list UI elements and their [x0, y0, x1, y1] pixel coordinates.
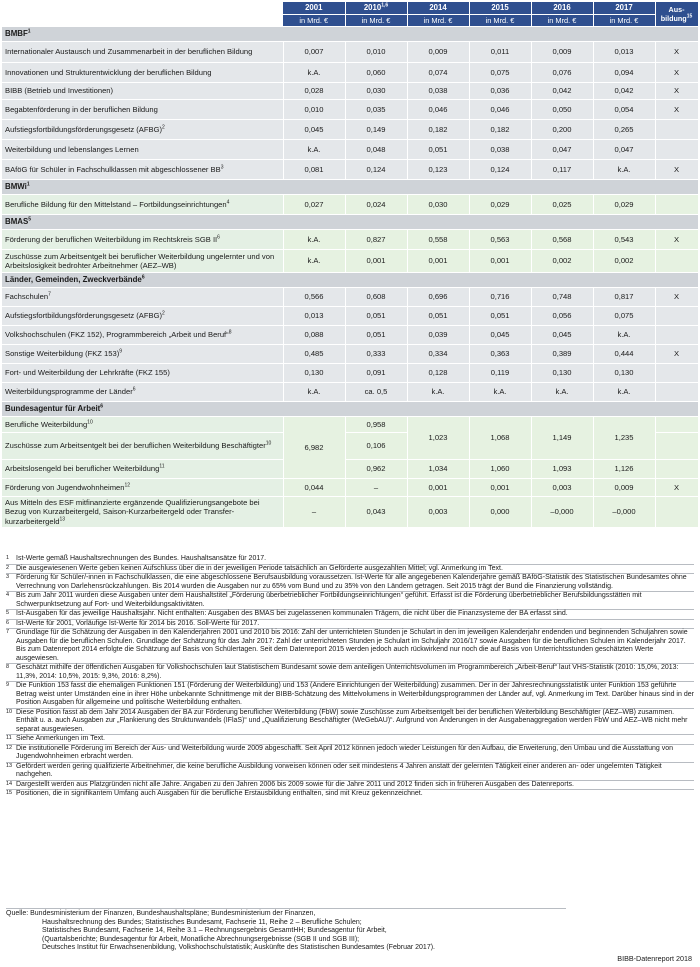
table-cell: 0,333: [345, 345, 407, 364]
source-citation: [6, 908, 566, 953]
ausbildung-mark: X: [655, 160, 698, 180]
footnote: 3 Förderung für Schüler/-innen in Fachschulklassen, die eine abgeschlossene Berufsausbildung voraussetzen. Ist-Werte für alle angegebenen Kalenderjahre gemäß BAföG-Statistik des Statistischen Bundesamtes ohne Verrechnung von Darlehensrückzahlungen. Bis 2014 wurden die Ausgaben nur zu 65% vom Bund und zu 35% von den Ländern getragen. Seit 2015 trägt der Bund die Finanzierung vollständig.: [6, 573, 694, 591]
unit-label: in Mrd. €: [531, 15, 593, 27]
footnote: 14 Dargestellt werden aus Platzgründen nicht alle Jahre. Angaben zu den Jahren 2006 bis 2009 sowie für die Jahre 2011 und 2012 finden sich in früheren Ausgaben des Datenreports.: [6, 780, 694, 790]
ausbildung-mark: [655, 417, 698, 433]
table-cell: 0,042: [531, 83, 593, 100]
unit-label: in Mrd. €: [345, 15, 407, 27]
ausbildung-mark: X: [655, 100, 698, 120]
year-header: 2016: [531, 2, 593, 15]
row-label: Weiterbildung und lebenslanges Lernen: [2, 140, 283, 160]
source-line: Quelle: Bundesministerium der Finanzen, Bundeshaushaltspläne; Bundesministerium der Finanzen,: [6, 910, 316, 917]
ausbildung-mark: X: [655, 83, 698, 100]
table-cell: 0,051: [469, 307, 531, 326]
expenditure-table: [2, 2, 699, 528]
row-label: Fort- und Weiterbildung der Lehrkräfte (FKZ 155): [2, 364, 283, 383]
table-row: [2, 460, 698, 479]
ausbildung-mark: [655, 364, 698, 383]
table-cell: 0,128: [407, 364, 469, 383]
footnotes: [6, 555, 694, 799]
table-cell: 0,485: [283, 345, 345, 364]
table-cell: 1,068: [469, 417, 531, 460]
table-row: [2, 497, 698, 528]
table-row: [2, 42, 698, 63]
table-cell: 0,130: [531, 364, 593, 383]
ausbildung-mark: [655, 195, 698, 215]
table-cell: 0,444: [593, 345, 655, 364]
table-cell: k.A.: [593, 160, 655, 180]
ausbildung-mark: [655, 307, 698, 326]
table-cell: 0,123: [407, 160, 469, 180]
table-cell: 0,024: [345, 195, 407, 215]
table-row: [2, 160, 698, 180]
source-line: Statistisches Bundesamt, Fachserie 14, Reihe 3.1 – Rechnungsergebnis GesamtHH; Bundesagentur für Arbeit,: [42, 927, 387, 934]
table-cell: k.A.: [283, 63, 345, 83]
table-cell: 0,028: [283, 83, 345, 100]
row-label: Förderung von Jugendwohnheimen$^{12}$: [2, 479, 283, 497]
row-label: Zuschüsse zum Arbeitsentgelt bei beruflicher Weiterbildung ungelernter und von Arbeitslosigkeit bedrohter Arbeitnehmer (AEZ–WB): [2, 250, 283, 273]
unit-header-row: [2, 15, 698, 27]
table-row: [2, 307, 698, 326]
table-cell: 0,000: [469, 497, 531, 528]
table-cell: 0,001: [407, 479, 469, 497]
table-cell: –: [283, 497, 345, 528]
table-cell: 0,817: [593, 288, 655, 307]
table-cell: 0,013: [283, 307, 345, 326]
table-cell: 0,334: [407, 345, 469, 364]
ausbildung-mark: [655, 383, 698, 402]
table-cell: 0,265: [593, 120, 655, 140]
table-row: [2, 120, 698, 140]
table-cell: 0,200: [531, 120, 593, 140]
table-cell: 0,029: [593, 195, 655, 215]
table-cell: 0,117: [531, 160, 593, 180]
section-header: Länder, Gemeinden, Zweckverbände$^6$: [2, 273, 698, 288]
table-row: [2, 100, 698, 120]
table-cell: 0,074: [407, 63, 469, 83]
table-row: [2, 140, 698, 160]
table-cell: 0,003: [407, 497, 469, 528]
table-cell: –0,000: [531, 497, 593, 528]
row-label: Sonstige Weiterbildung (FKZ 153)$^9$: [2, 345, 283, 364]
table-cell: 0,182: [469, 120, 531, 140]
table-cell: 0,566: [283, 288, 345, 307]
section-title: Länder, Gemeinden, Zweckverbände: [5, 275, 142, 285]
footnote: 10 Diese Position fasst ab dem Jahr 2014 Ausgaben der BA zur Förderung beruflicher Weiterbildung (FbW) sowie Zuschüsse zum Arbeitsentgelt bei der beruflichen Weiterbildung Beschäftigter (AEZ–WB) zusammen. Enthält u. a. auch Ausgaben zur „Flankierung des Strukturwandels (IFlaS)“ und „Qualifizierung Beschäftigter (WeGebAU)“. Aufgrund von Änderungen in der Ausgabenaggregation werden FbW und AEZ–WB nicht mehr separat ausgewiesen.: [6, 708, 694, 735]
table-cell: –0,000: [593, 497, 655, 528]
table-cell: 0,038: [407, 83, 469, 100]
table-cell: 0,009: [407, 42, 469, 63]
row-label: Berufliche Weiterbildung$^{10}$: [2, 417, 283, 433]
ausbildung-mark: [655, 250, 698, 273]
table-cell: 0,130: [283, 364, 345, 383]
row-label: Berufliche Bildung für den Mittelstand – Fortbildungseinrichtungen$^4$: [2, 195, 283, 215]
footnote: 8 Geschätzt mithilfe der öffentlichen Ausgaben für Volkshochschulen laut Statistischem Bundesamt sowie dem anteiligen Unterrichtsvolumen im Programmbereich „Arbeit-Beruf“ laut VHS-Statistik (2010: 15,0%, 2013: 11,3%, 2014: 10,5%, 2015: 9,3%, 2016: 8,2%).: [6, 663, 694, 681]
table-cell: 0,119: [469, 364, 531, 383]
footnote: 2 Die ausgewiesenen Werte geben keinen Aufschluss über die in der jeweiligen Periode tatsächlich an Geförderte ausgezahlten Mittel; vgl. Anmerkung im Text.: [6, 564, 694, 574]
table-row: [2, 345, 698, 364]
table-cell: 0,030: [345, 83, 407, 100]
table-cell: 0,045: [283, 120, 345, 140]
section-header: BMAS$^5$: [2, 215, 698, 230]
source-line: Haushaltsrechnung des Bundes; Statistisches Bundesamt, Fachserie 11, Reihe 2 – Berufliche Schulen;: [42, 918, 362, 926]
table-cell: 0,001: [469, 250, 531, 273]
table-cell: 0,003: [531, 479, 593, 497]
table-cell: 0,056: [531, 307, 593, 326]
table-cell: 0,001: [407, 250, 469, 273]
table-row: [2, 364, 698, 383]
footnote: 4 Bis zum Jahr 2011 wurden diese Ausgaben unter dem Haushaltstitel „Förderung überbetrieblicher Fortbildungseinrichtungen“ geführt. Erfasst ist die Förderung überbetrieblicher Berufsbildungsstätten mit Schwerpunktsetzung auf Fort- und Weiterbildungsaktivitäten.: [6, 591, 694, 609]
table-row: [2, 479, 698, 497]
table-cell: 0,025: [531, 195, 593, 215]
unit-label: in Mrd. €: [283, 15, 345, 27]
table-cell: 0,046: [407, 100, 469, 120]
table-cell: 0,001: [345, 250, 407, 273]
table-cell: 0,001: [469, 479, 531, 497]
table-cell: 0,081: [283, 160, 345, 180]
footnote: 11 Siehe Anmerkungen im Text.: [6, 734, 694, 744]
table-cell: 0,958: [345, 417, 407, 433]
table-cell: 1,023: [407, 417, 469, 460]
table-cell: 0,027: [283, 195, 345, 215]
ausbildung-mark: [655, 326, 698, 345]
row-label: Volkshochschulen (FKZ 152), Programmbereich „Arbeit und Beruf“$^8$: [2, 326, 283, 345]
table-cell: 0,106: [345, 433, 407, 460]
ausbildung-mark: X: [655, 288, 698, 307]
table-cell: 0,002: [531, 250, 593, 273]
footnote: 1 Ist-Werte gemäß Haushaltsrechnungen des Bundes. Haushaltsansätze für 2017.: [6, 555, 267, 562]
table-cell: k.A.: [283, 250, 345, 273]
table-cell: 0,182: [407, 120, 469, 140]
section-header: Bundesagentur für Arbeit$^6$: [2, 402, 698, 417]
table-cell: 1,034: [407, 460, 469, 479]
row-label: BAföG für Schüler in Fachschulklassen mit abgeschlossener $BB^3$: [2, 160, 283, 180]
year-header: 2014: [407, 2, 469, 15]
row-label: Aufstiegsfortbildungsförderungsgesetz (AFBG)$^2$: [2, 307, 283, 326]
table-cell: 0,010: [283, 100, 345, 120]
table-cell: 0,124: [345, 160, 407, 180]
table-cell: 0,748: [531, 288, 593, 307]
report-credit: BIBB-Datenreport 2018: [617, 954, 692, 963]
table-cell: k.A.: [531, 383, 593, 402]
table-cell: 0,046: [469, 100, 531, 120]
table-row: [2, 383, 698, 402]
table-cell: 0,047: [593, 140, 655, 160]
row-label: Aufstiegsfortbildungsförderungsgesetz (AFBG)$^2$: [2, 120, 283, 140]
ausbildung-mark: X: [655, 63, 698, 83]
ausbildung-mark: X: [655, 345, 698, 364]
row-label: Förderung der beruflichen Weiterbildung im Rechtskreis SGB $II^6$: [2, 230, 283, 250]
section-title: BMWi: [5, 182, 27, 192]
table-cell: 0,013: [593, 42, 655, 63]
table-cell: ca. 0,5: [345, 383, 407, 402]
footnote: 15 Positionen, die in signifikantem Umfang auch Ausgaben für die berufliche Erstausbildung enthalten, sind mit Kreuz gekennzeichnet.: [6, 789, 694, 799]
table-row: [2, 195, 698, 215]
table-cell: 0,011: [469, 42, 531, 63]
row-label: Arbeitslosengeld bei beruflicher Weiterbildung$^{11}$: [2, 460, 283, 479]
footnote: 13 Gefördert werden gering qualifizierte Arbeitnehmer, die keine berufliche Ausbildung vorweisen können oder seit mindestens 4 Jahren anstatt der gelernten Tätigkeit einer anderen an- oder ungelernten Tätigkeit nachgehen.: [6, 762, 694, 780]
table-cell: 0,009: [531, 42, 593, 63]
table-cell: 0,045: [469, 326, 531, 345]
table-cell: 1,126: [593, 460, 655, 479]
row-label: Zuschüsse zum Arbeitsentgelt bei der beruflichen Weiterbildung Beschäftigter$^{10}$: [2, 433, 283, 460]
table-cell: 0,048: [345, 140, 407, 160]
ausbildung-mark: [655, 497, 698, 528]
table-cell: k.A.: [407, 383, 469, 402]
table-cell: 0,044: [283, 479, 345, 497]
table-cell: k.A.: [593, 326, 655, 345]
table-cell: k.A.: [469, 383, 531, 402]
table-row: [2, 83, 698, 100]
table-cell: 0,030: [407, 195, 469, 215]
table-cell: 0,124: [469, 160, 531, 180]
table-cell: 0,007: [283, 42, 345, 63]
table-row: [2, 63, 698, 83]
table-cell: 0,076: [531, 63, 593, 83]
table-row: [2, 326, 698, 345]
source-line: (Quartalsberichte; Bundesagentur für Arbeit, Monatliche Abrechnungsergebnisse (SGB II und SGB III);: [42, 935, 360, 943]
table-cell: 0,042: [593, 83, 655, 100]
table-cell: 0,035: [345, 100, 407, 120]
section-title: BMAS: [5, 217, 29, 227]
table-cell: 0,568: [531, 230, 593, 250]
footnote: 7 Grundlage für die Schätzung der Ausgaben in den Kalenderjahren 2001 und 2010 bis 2016: Zahl der unterrichteten Stunden je Schulart in den im jeweiligen Kalenderjahr endenden und beginnenden Schuljahren sowie Ausgaben für die beruflichen Schulen. Grundlage der Schätzung für das Jahr 2017: Zahl der unterrichteten Stunden je Schulart im Schuljahr 2016/17 sowie Ausgaben für die beruflichen Schulen im Kalenderjahr 2017. Bis zum Datenreport 2014 erfolgte die Schätzung auf Basis von Schülertagen. Seit dem Datenreport 2015 werden jedoch auch rückwirkend nur noch die auf Basis von Unterrichtsstunden geschätzten Werte ausgewiesen.: [6, 628, 694, 663]
table-cell: 0,389: [531, 345, 593, 364]
table-row: [2, 288, 698, 307]
table-cell: 0,038: [469, 140, 531, 160]
table-cell: 0,094: [593, 63, 655, 83]
ausbildung-mark: [655, 460, 698, 479]
table-cell: 0,054: [593, 100, 655, 120]
table-cell: 6,982: [283, 417, 345, 479]
table-cell: 1,235: [593, 417, 655, 460]
table-cell: 0,363: [469, 345, 531, 364]
table-cell: 0,563: [469, 230, 531, 250]
table-cell: 0,050: [531, 100, 593, 120]
unit-label: in Mrd. €: [593, 15, 655, 27]
table-row: [2, 417, 698, 433]
table-cell: 0,543: [593, 230, 655, 250]
table-cell: 0,009: [593, 479, 655, 497]
source-line: Deutsches Institut für Erwachsenenbildung, Volkshochschulstatistik; Auskünfte des Statistischen Bundesamtes (Februar 2017).: [42, 944, 435, 951]
row-label: Internationaler Austausch und Zusammenarbeit in der beruflichen Bildung: [2, 42, 283, 63]
table-cell: 0,696: [407, 288, 469, 307]
table-cell: k.A.: [283, 230, 345, 250]
table-cell: k.A.: [283, 140, 345, 160]
table-cell: 0,051: [345, 307, 407, 326]
table-cell: 0,039: [407, 326, 469, 345]
table-cell: 0,149: [345, 120, 407, 140]
table-cell: k.A.: [593, 383, 655, 402]
table-cell: k.A.: [283, 383, 345, 402]
table-cell: 0,075: [593, 307, 655, 326]
table-row: [2, 230, 698, 250]
table-cell: 1,149: [531, 417, 593, 460]
table-cell: –: [345, 479, 407, 497]
year-header-row: [2, 2, 698, 15]
table-cell: 0,962: [345, 460, 407, 479]
row-label: BIBB (Betrieb und Investitionen): [2, 83, 283, 100]
row-label: Innovationen und Strukturentwicklung der beruflichen Bildung: [2, 63, 283, 83]
footnote: 12 Die institutionelle Förderung im Bereich der Aus- und Weiterbildung wurde 2009 abgeschafft. Seit April 2012 können jedoch wieder Leistungen für den Aufbau, die Erweiterung, den Umbau und die Ausstattung von Jugendwohnheimen erbracht werden.: [6, 744, 694, 762]
table-cell: 0,088: [283, 326, 345, 345]
ausbildung-mark: X: [655, 42, 698, 63]
table-cell: 0,002: [593, 250, 655, 273]
table-cell: 1,093: [531, 460, 593, 479]
row-label: Begabtenförderung in der beruflichen Bildung: [2, 100, 283, 120]
section-header: BMBF$^1$: [2, 27, 698, 42]
year-header: 2017: [593, 2, 655, 15]
row-label: Fachschulen$^7$: [2, 288, 283, 307]
table-cell: 1,060: [469, 460, 531, 479]
ausbildung-mark: [655, 120, 698, 140]
section-title: Bundesagentur für Arbeit: [5, 404, 101, 414]
unit-label: in Mrd. €: [407, 15, 469, 27]
ausbildung-header: Aus- bildung$^{15}$: [655, 2, 698, 27]
table-cell: 0,051: [407, 140, 469, 160]
ausbildung-mark: X: [655, 479, 698, 497]
unit-label: in Mrd. €: [469, 15, 531, 27]
table-cell: 0,051: [345, 326, 407, 345]
table-cell: 0,036: [469, 83, 531, 100]
ausbildung-mark: [655, 140, 698, 160]
year-header: 2015: [469, 2, 531, 15]
footnote: 6 Ist-Werte für 2001, Vorläufige Ist-Werte für 2014 bis 2016. Soll-Werte für 2017.: [6, 619, 694, 629]
ausbildung-mark: [655, 433, 698, 460]
table-cell: 0,010: [345, 42, 407, 63]
row-label: Aus Mitteln des ESF mitfinanzierte ergänzende Qualifizierungsangebote bei Bezug von Kurzarbeitergeld, Saison-Kurzarbeitergeld oder Transfer-kurzarbeitergeld$^{13}$: [2, 497, 283, 528]
table-cell: 0,029: [469, 195, 531, 215]
table-cell: 0,091: [345, 364, 407, 383]
footnote: 9 Die Funktion 153 fasst die ehemaligen Funktionen 151 (Förderung der Weiterbildung) und 153 (Andere Einrichtungen der Weiterbildung) zusammen. Der in der Jahresrechnungsstatistik unter Funktion 153 geführte Betrag weist unter Umständen eine in ihrer Höhe unbekannte Schnittmenge mit der BIBB-Schätzung des Mittelvolumens in Weiterbildungsprogrammen der Länder auf, vgl. Anmerkung im Text. Darüber hinaus sind in der Position Ausgaben für allgemeine und politische Weiterbildung enthalten.: [6, 682, 694, 706]
table-cell: 0,827: [345, 230, 407, 250]
table-cell: 0,047: [531, 140, 593, 160]
row-label: Weiterbildungsprogramme der Länder$^6$: [2, 383, 283, 402]
table-cell: 0,075: [469, 63, 531, 83]
table-cell: 0,045: [531, 326, 593, 345]
table-row: [2, 250, 698, 273]
footnote: 5 Ist-Ausgaben für das jeweilige Haushaltsjahr. Nicht enthalten: Ausgaben des BMAS bei zugelassenen kommunalen Trägern, die nicht über die Finanzsysteme der BA erfasst sind.: [6, 609, 694, 619]
ausbildung-mark: X: [655, 230, 698, 250]
table-cell: 0,043: [345, 497, 407, 528]
section-header: BMWi$^1$: [2, 180, 698, 195]
year-header: 2010$^{1,6}$: [345, 2, 407, 15]
table-cell: 0,130: [593, 364, 655, 383]
year-header: 2001: [283, 2, 345, 15]
table-cell: 0,051: [407, 307, 469, 326]
section-title: BMBF: [5, 29, 28, 39]
table-cell: 0,716: [469, 288, 531, 307]
table-cell: 0,060: [345, 63, 407, 83]
table-cell: 0,608: [345, 288, 407, 307]
table-cell: 0,558: [407, 230, 469, 250]
